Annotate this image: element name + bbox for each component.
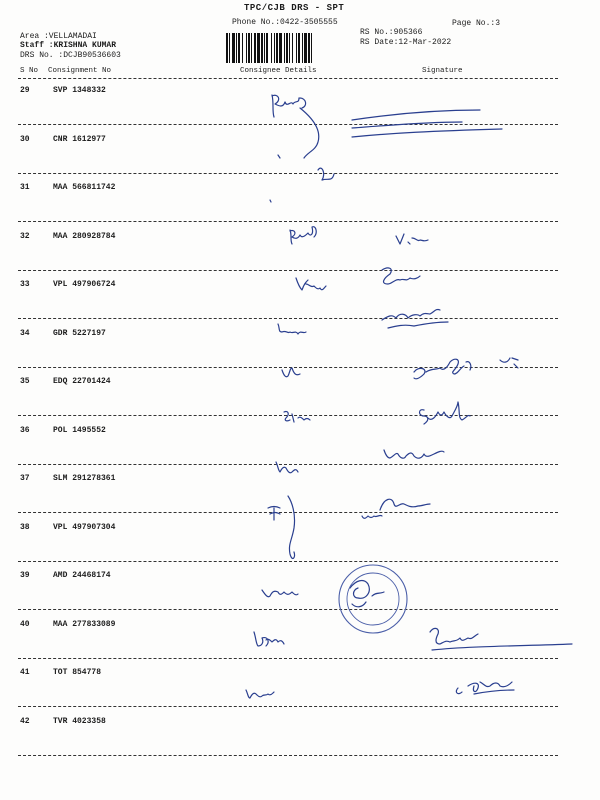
row-consignment-number: POL 1495552 [53,425,106,435]
row-serial-number: 32 [20,231,30,241]
row-divider [18,609,558,610]
phone-number: Phone No.:0422-3505555 [232,18,338,27]
col-consignee: Consignee Details [240,67,317,75]
row-serial-number: 39 [20,571,30,580]
row-consignment-number: MAA 566811742 [53,183,116,192]
barcode [226,33,356,63]
row-divider [18,367,558,368]
row-serial-number: 42 [20,716,30,726]
row-serial-number: 36 [20,425,30,435]
row-divider [18,464,558,465]
row-serial-number: 31 [20,183,30,192]
row-consignment-number: VPL 497906724 [53,280,116,289]
row-serial-number: 33 [20,280,30,289]
row-divider [18,173,558,174]
row-divider [18,221,558,222]
row-consignment-number: MAA 277833089 [53,619,116,629]
row-serial-number: 30 [20,134,30,144]
page-number: Page No.:3 [452,19,501,28]
col-signature: Signature [422,67,463,75]
rs-number: RS No.:905366 [360,28,423,37]
row-serial-number: 41 [20,668,30,677]
row-divider [18,706,558,707]
row-serial-number: 40 [20,619,30,629]
drs-number: DRS No. :DCJB90536603 [20,51,121,60]
col-consignment: Consignment No [48,67,112,75]
header-divider [18,78,558,79]
row-divider [18,658,558,659]
col-sno: S No [20,67,39,75]
row-consignment-number: SVP 1348332 [53,86,106,95]
row-serial-number: 37 [20,474,30,483]
row-consignment-number: CNR 1612977 [53,134,106,144]
row-divider [18,124,558,125]
row-serial-number: 35 [20,377,30,386]
row-serial-number: 29 [20,86,30,95]
area-label: Area :VELLAMADAI [20,32,97,41]
row-consignment-number: TVR 4023358 [53,716,106,726]
row-divider [18,561,558,562]
row-divider [18,512,558,513]
row-consignment-number: SLM 291278361 [53,474,116,483]
row-divider [18,270,558,271]
row-consignment-number: VPL 497907304 [53,522,116,532]
row-consignment-number: AMD 24468174 [53,571,111,580]
row-serial-number: 38 [20,522,30,532]
row-divider [18,415,558,416]
row-consignment-number: GDR 5227197 [53,328,106,338]
row-consignment-number: TOT 854778 [53,668,102,677]
row-serial-number: 34 [20,328,30,338]
row-divider [18,755,558,756]
row-consignment-number: MAA 280928784 [53,231,116,241]
document-title: TPC/CJB DRS - SPT [244,3,345,13]
row-divider [18,318,558,319]
staff-label: Staff :KRISHNA KUMAR [20,41,117,50]
row-consignment-number: EDQ 22701424 [53,377,111,386]
rs-date: RS Date:12-Mar-2022 [360,38,452,47]
